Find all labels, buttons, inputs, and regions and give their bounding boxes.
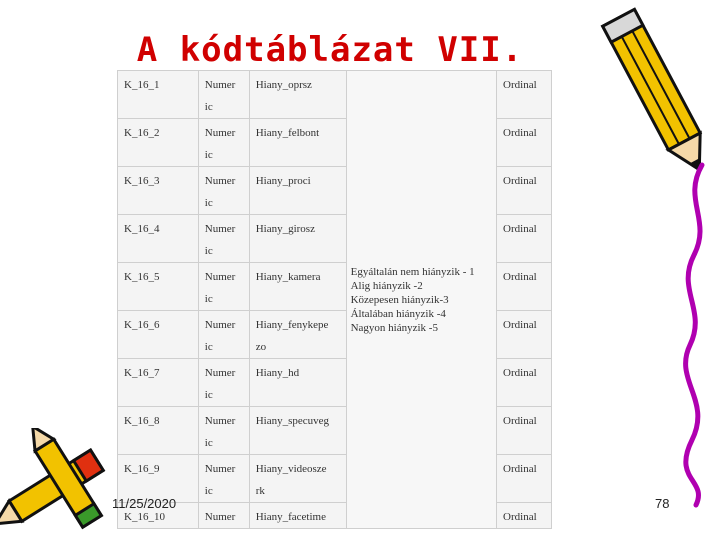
measurement-scale-cell: Ordinal bbox=[497, 311, 552, 359]
variable-code-cell: K_16_9 bbox=[118, 455, 199, 503]
value-labels-cell: Egyáltalán nem hiányzik - 1 Alig hiányzik -2 Közepesen hiányzik-3 Általában hiányzik -4 Nagyon hiányzik -5 bbox=[346, 71, 496, 529]
variable-name-cell: Hiany_oprsz bbox=[249, 71, 346, 119]
measurement-scale-cell: Ordinal bbox=[497, 407, 552, 455]
measurement-scale-cell: Ordinal bbox=[497, 503, 552, 529]
variable-code-cell: K_16_2 bbox=[118, 119, 199, 167]
variable-code-cell: K_16_10 bbox=[118, 503, 199, 529]
variable-type-cell: Numer ic bbox=[198, 167, 249, 215]
variable-code-cell: K_16_5 bbox=[118, 263, 199, 311]
variable-name-cell: Hiany_kamera bbox=[249, 263, 346, 311]
table-row bbox=[118, 71, 552, 119]
variable-type-cell: Numer ic bbox=[198, 119, 249, 167]
measurement-scale-cell: Ordinal bbox=[497, 455, 552, 503]
variable-type-cell: Numer ic bbox=[198, 407, 249, 455]
slide-page-number: 78 bbox=[655, 496, 670, 511]
variable-name-cell: Hiany_videosze rk bbox=[249, 455, 346, 503]
variable-type-cell: Numer ic bbox=[198, 263, 249, 311]
measurement-scale-cell: Ordinal bbox=[497, 71, 552, 119]
variable-code-cell: K_16_8 bbox=[118, 407, 199, 455]
measurement-scale-cell: Ordinal bbox=[497, 215, 552, 263]
variable-type-cell: Numer ic bbox=[198, 455, 249, 503]
variable-name-cell: Hiany_felbont bbox=[249, 119, 346, 167]
variable-code-cell: K_16_7 bbox=[118, 359, 199, 407]
variable-code-cell: K_16_1 bbox=[118, 71, 199, 119]
variable-name-cell: Hiany_facetime bbox=[249, 503, 346, 529]
variable-name-cell: Hiany_specuveg bbox=[249, 407, 346, 455]
variable-name-cell: Hiany_fenykepe zo bbox=[249, 311, 346, 359]
variable-name-cell: Hiany_girosz bbox=[249, 215, 346, 263]
scribble-line-icon bbox=[672, 160, 720, 510]
variable-type-cell: Numer ic bbox=[198, 215, 249, 263]
variable-type-cell: Numer ic bbox=[198, 71, 249, 119]
measurement-scale-cell: Ordinal bbox=[497, 119, 552, 167]
variable-type-cell: Numer bbox=[198, 503, 249, 529]
measurement-scale-cell: Ordinal bbox=[497, 263, 552, 311]
slide-title: A kódtáblázat VII. bbox=[136, 30, 524, 70]
variable-code-cell: K_16_3 bbox=[118, 167, 199, 215]
measurement-scale-cell: Ordinal bbox=[497, 167, 552, 215]
pencils-icon bbox=[0, 428, 124, 540]
variable-code-cell: K_16_6 bbox=[118, 311, 199, 359]
variable-code-cell: K_16_4 bbox=[118, 215, 199, 263]
codebook-table bbox=[117, 70, 552, 529]
variable-type-cell: Numer ic bbox=[198, 359, 249, 407]
codebook-table-body bbox=[118, 71, 552, 529]
variable-type-cell: Numer ic bbox=[198, 311, 249, 359]
measurement-scale-cell: Ordinal bbox=[497, 359, 552, 407]
variable-name-cell: Hiany_hd bbox=[249, 359, 346, 407]
variable-name-cell: Hiany_proci bbox=[249, 167, 346, 215]
pencil-icon bbox=[596, 0, 720, 185]
slide-date: 11/25/2020 bbox=[112, 496, 177, 511]
